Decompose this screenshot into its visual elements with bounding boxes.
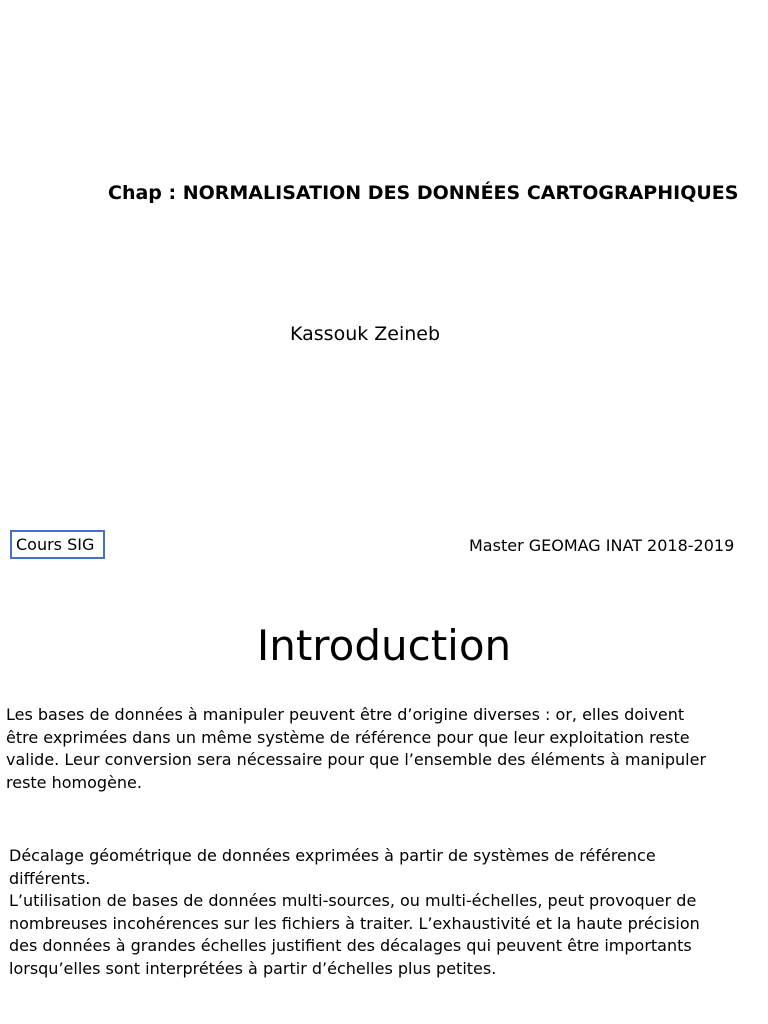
program-label: Master GEOMAG INAT 2018-2019 [469, 536, 735, 555]
author-name: Kassouk Zeineb [290, 323, 441, 345]
intro-paragraph-1: Les bases de données à manipuler peuvent être d’origine diverses : or, elles doivent être exprimées dans un même système de référence pour que leur exploitation reste valide. Leur conversion sera nécessaire pour que l’ensemble des éléments à manipuler reste homogène. [6, 705, 707, 792]
course-label-box: Cours SIG [10, 530, 105, 559]
intro-paragraph-2: Décalage géométrique de données exprimées à partir de systèmes de référence différents. L’utilisation de bases de données multi-sources, ou multi-échelles, peut provoquer de nombreuses incohérences sur les fichiers à traiter. L’exhaustivité et la haute précision des données à grandes échelles justifient des décalages qui peuvent être importants lorsqu’elles sont interprétées à partir d’échelles plus petites. [9, 846, 700, 978]
chapter-title: Chap : NORMALISATION DES DONNÉES CARTOGRAPHIQUES [108, 182, 739, 204]
introduction-slide [0, 580, 768, 1024]
slide-heading: Introduction [256, 621, 512, 670]
